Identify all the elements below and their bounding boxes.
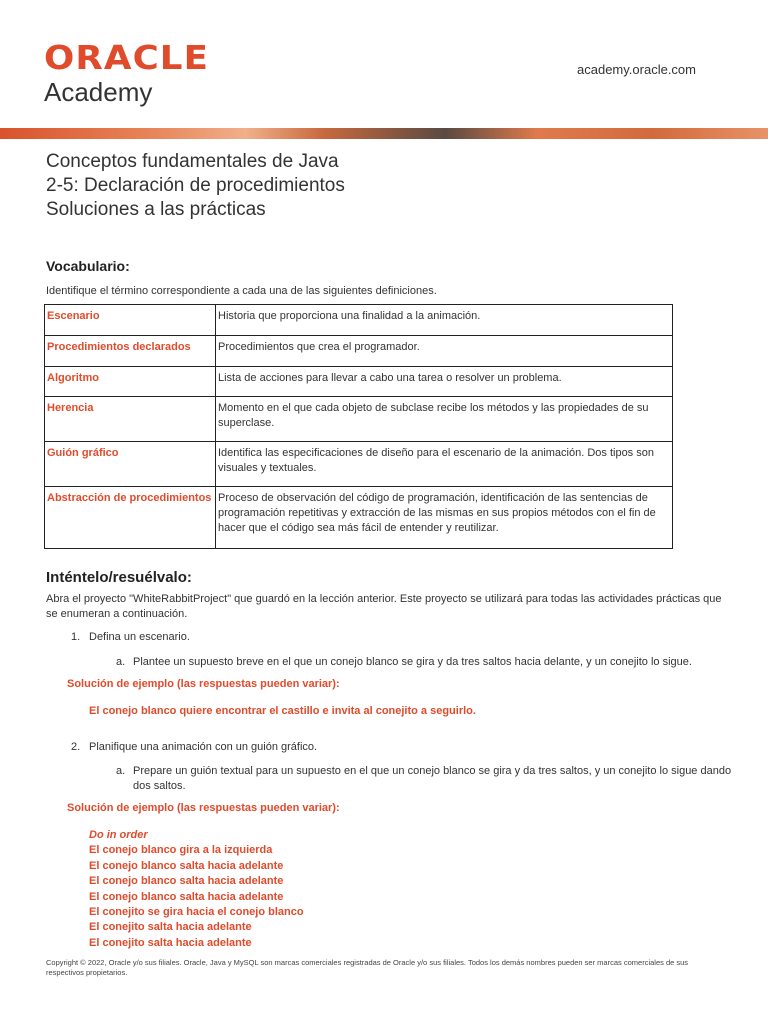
definition-cell: Proceso de observación del código de programación, identificación de las sentencias de programación repetitivas y extracción de las mismas en sus propios métodos con el fin de hacer que el código sea más fácil de entender y reutilizar.: [216, 487, 673, 549]
definition-cell: Momento en el que cada objeto de subclase recibe los métodos y las propiedades de su superclase.: [216, 397, 673, 442]
term-cell: Algoritmo: [45, 367, 216, 397]
table-row: [45, 487, 673, 549]
table-row: [45, 305, 673, 336]
term-cell: Guión gráfico: [45, 442, 216, 487]
footer-copyright: Copyright © 2022, Oracle y/o sus filiales. Oracle, Java y MySQL son marcas comerciales registradas de Oracle y/o sus filiales. Todos los demás nombres pueden ser marcas comerciales de sus respectivos propietarios.: [46, 958, 689, 977]
site-url: academy.oracle.com: [577, 62, 696, 77]
term-cell: Abstracción de procedimientos: [45, 487, 216, 549]
logo-oracle-text: ORACLE: [44, 38, 210, 77]
vocabulary-intro: Identifique el término correspondiente a cada una de las siguientes definiciones.: [46, 285, 437, 297]
code-line: Do in order: [89, 829, 148, 841]
code-line: El conejo blanco salta hacia adelante: [89, 859, 284, 872]
decorative-banner: [0, 128, 768, 139]
code-line: El conejito salta hacia adelante: [89, 936, 252, 949]
title-line-1: Conceptos fundamentales de Java: [46, 151, 339, 172]
try-it-intro: Abra el proyecto "WhiteRabbitProject" que guardó en la lección anterior. Este proyecto se utilizará para todas las actividades prácticas que se enumeran a continuación.: [46, 593, 722, 620]
q1-number: 1.: [71, 631, 81, 643]
definition-cell: Historia que proporciona una finalidad a la animación.: [216, 305, 673, 336]
title-line-2: 2-5: Declaración de procedimientos: [46, 175, 345, 196]
term-cell: Procedimientos declarados: [45, 336, 216, 367]
code-line: El conejito se gira hacia el conejo blanco: [89, 906, 304, 919]
try-it-heading: Inténtelo/resuélvalo:: [46, 569, 192, 586]
term-cell: Herencia: [45, 397, 216, 442]
code-line: El conejito salta hacia adelante: [89, 921, 252, 934]
term-cell: Escenario: [45, 305, 216, 336]
q1-sub-text: Plantee un supuesto breve en el que un conejo blanco se gira y da tres saltos hacia delante, y un conejito lo sigue.: [133, 656, 692, 668]
q2-sub-letter: a.: [116, 765, 126, 777]
vocabulary-table: [44, 304, 673, 549]
q2-sub-text: Prepare un guión textual para un supuesto en el que un conejo blanco se gira y da tres saltos, y un conejito lo sigue dando dos saltos.: [133, 765, 732, 792]
title-line-3: Soluciones a las prácticas: [46, 199, 266, 220]
q1-text: Defina un escenario.: [89, 631, 190, 643]
oracle-academy-logo: [44, 38, 210, 107]
definition-cell: Identifica las especificaciones de diseño para el escenario de la animación. Dos tipos son visuales y textuales.: [216, 442, 673, 487]
q2-text: Planifique una animación con un guión gráfico.: [89, 741, 318, 753]
table-row: [45, 336, 673, 367]
table-row: [45, 397, 673, 442]
q2-solution-label: Solución de ejemplo (las respuestas pueden variar):: [67, 802, 340, 814]
q1-solution: El conejo blanco quiere encontrar el castillo e invita al conejito a seguirlo.: [89, 705, 476, 717]
table-row: [45, 367, 673, 397]
document-title: [46, 150, 345, 222]
vocabulary-heading: Vocabulario:: [46, 258, 130, 274]
q2-solution-code: [89, 828, 304, 951]
q2-number: 2.: [71, 741, 81, 753]
table-row: [45, 442, 673, 487]
logo-academy-text: Academy: [44, 77, 153, 107]
code-line: El conejo blanco salta hacia adelante: [89, 875, 284, 888]
code-line: El conejo blanco gira a la izquierda: [89, 844, 273, 857]
definition-cell: Procedimientos que crea el programador.: [216, 336, 673, 367]
q1-solution-label: Solución de ejemplo (las respuestas pueden variar):: [67, 678, 340, 690]
code-line: El conejo blanco salta hacia adelante: [89, 890, 284, 903]
q1-sub-letter: a.: [116, 656, 126, 668]
definition-cell: Lista de acciones para llevar a cabo una tarea o resolver un problema.: [216, 367, 673, 397]
